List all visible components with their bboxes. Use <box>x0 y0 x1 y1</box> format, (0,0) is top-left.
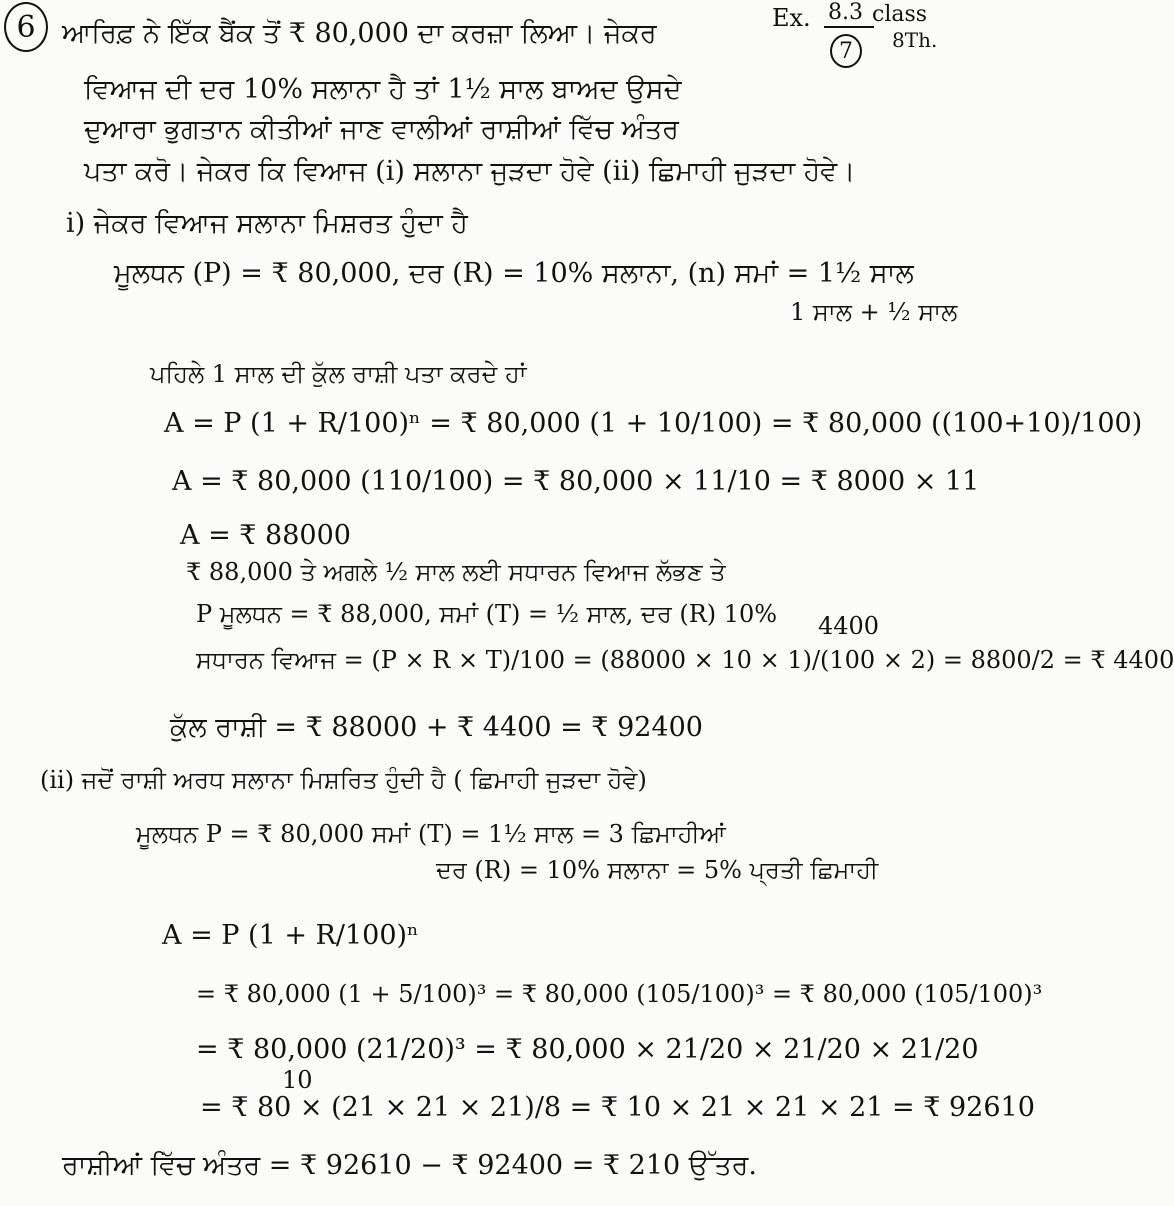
part1-simple-interest: ਸਧਾਰਨ ਵਿਆਜ = (P × R × T)/100 = (88000 × 10 × 1)/(100 × 2) = 8800/2 = ₹ 4400 <box>196 646 1174 674</box>
exercise-tag <box>768 0 958 70</box>
part1-given2: P ਮੂਲਧਨ = ₹ 88,000, ਸਮਾਂ (T) = ½ ਸਾਲ, ਦਰ (R) 10% <box>196 600 778 628</box>
part2-step1: A = P (1 + R/100)ⁿ <box>162 920 419 951</box>
part1-intro: ਪਹਿਲੇ 1 ਸਾਲ ਦੀ ਕੁੱਲ ਰਾਸ਼ੀ ਪਤਾ ਕਰਦੇ ਹਾਂ <box>150 360 527 388</box>
class-label: class <box>872 2 928 27</box>
part1-total: ਕੁੱਲ ਰਾਸ਼ੀ = ₹ 88000 + ₹ 4400 = ₹ 92400 <box>170 712 703 743</box>
part2-step2: = ₹ 80,000 (1 + 5/100)³ = ₹ 80,000 (105/100)³ = ₹ 80,000 (105/100)³ <box>196 980 1043 1008</box>
exercise-divider <box>824 26 874 28</box>
exercise-number: 8.3 <box>828 0 863 25</box>
part1-si-above: 4400 <box>818 612 880 640</box>
part1-split: 1 ਸਾਲ + ½ ਸਾਲ <box>790 298 958 326</box>
part1-given: ਮੂਲਧਨ (P) = ₹ 80,000, ਦਰ (R) = 10% ਸਲਾਨਾ, (n) ਸਮਾਂ = 1½ ਸਾਲ <box>114 258 914 289</box>
question-line-4: ਪਤਾ ਕਰੋ। ਜੇਕਰ ਕਿ ਵਿਆਜ (i) ਸਲਾਨਾ ਜੁੜਦਾ ਹੋਵੇ (ii) ਛਿਮਾਹੀ ਜੁੜਦਾ ਹੋਵੇ। <box>84 156 856 187</box>
question-line-2: ਵਿਆਜ ਦੀ ਦਰ 10% ਸਲਾਨਾ ਹੈ ਤਾਂ 1½ ਸਾਲ ਬਾਅਦ ਉਸਦੇ <box>84 74 682 105</box>
question-line-3: ਦੁਆਰਾ ਭੁਗਤਾਨ ਕੀਤੀਆਂ ਜਾਣ ਵਾਲੀਆਂ ਰਾਸ਼ੀਆਂ ਵਿੱਚ ਅੰਤਰ <box>84 114 679 145</box>
question-line-1: ਆਰਿਫ਼ ਨੇ ਇੱਕ ਬੈਂਕ ਤੋਂ ₹ 80,000 ਦਾ ਕਰਜ਼ਾ ਲਿਆ। ਜੇਕਰ <box>62 18 657 49</box>
part2-small-10: 10 <box>282 1066 313 1094</box>
grade-label: 8Th. <box>892 28 938 52</box>
question-number: 6 <box>4 2 48 52</box>
final-answer: ਰਾਸ਼ੀਆਂ ਵਿੱਚ ਅੰਤਰ = ₹ 92610 − ₹ 92400 = ₹ 210 ਉੱਤਰ. <box>62 1150 757 1181</box>
part1-note: ₹ 88,000 ਤੇ ਅਗਲੇ ½ ਸਾਲ ਲਈ ਸਧਾਰਨ ਵਿਆਜ ਲੱਭਣ ਤੇ <box>186 558 726 586</box>
part2-step4: = ₹ 80 × (21 × 21 × 21)/8 = ₹ 10 × 21 × 21 × 21 = ₹ 92610 <box>200 1092 1035 1123</box>
part2-step3: = ₹ 80,000 (21/20)³ = ₹ 80,000 × 21/20 × 21/20 × 21/20 <box>196 1034 979 1065</box>
part1-step1: A = P (1 + R/100)ⁿ = ₹ 80,000 (1 + 10/100) = ₹ 80,000 ((100+10)/100) <box>164 408 1143 439</box>
circled-number: 7 <box>830 34 862 68</box>
part1-heading: i) ਜੇਕਰ ਵਿਆਜ ਸਲਾਨਾ ਮਿਸ਼ਰਤ ਹੁੰਦਾ ਹੈ <box>66 208 468 239</box>
exercise-label: Ex. <box>772 4 811 32</box>
part1-step2: A = ₹ 80,000 (110/100) = ₹ 80,000 × 11/10 = ₹ 8000 × 11 <box>172 466 980 497</box>
part1-step3: A = ₹ 88000 <box>180 520 351 551</box>
part2-given-b: ਦਰ (R) = 10% ਸਲਾਨਾ = 5% ਪ੍ਰਤੀ ਛਿਮਾਹੀ <box>436 856 879 884</box>
part2-given-a: ਮੂਲਧਨ P = ₹ 80,000 ਸਮਾਂ (T) = 1½ ਸਾਲ = 3 ਛਿਮਾਹੀਆਂ <box>136 820 726 848</box>
part2-heading: (ii) ਜਦੋਂ ਰਾਸ਼ੀ ਅਰਧ ਸਲਾਨਾ ਮਿਸ਼ਰਿਤ ਹੁੰਦੀ ਹੈ ( ਛਿਮਾਹੀ ਜੁੜਦਾ ਹੋਵੇ) <box>40 766 647 794</box>
